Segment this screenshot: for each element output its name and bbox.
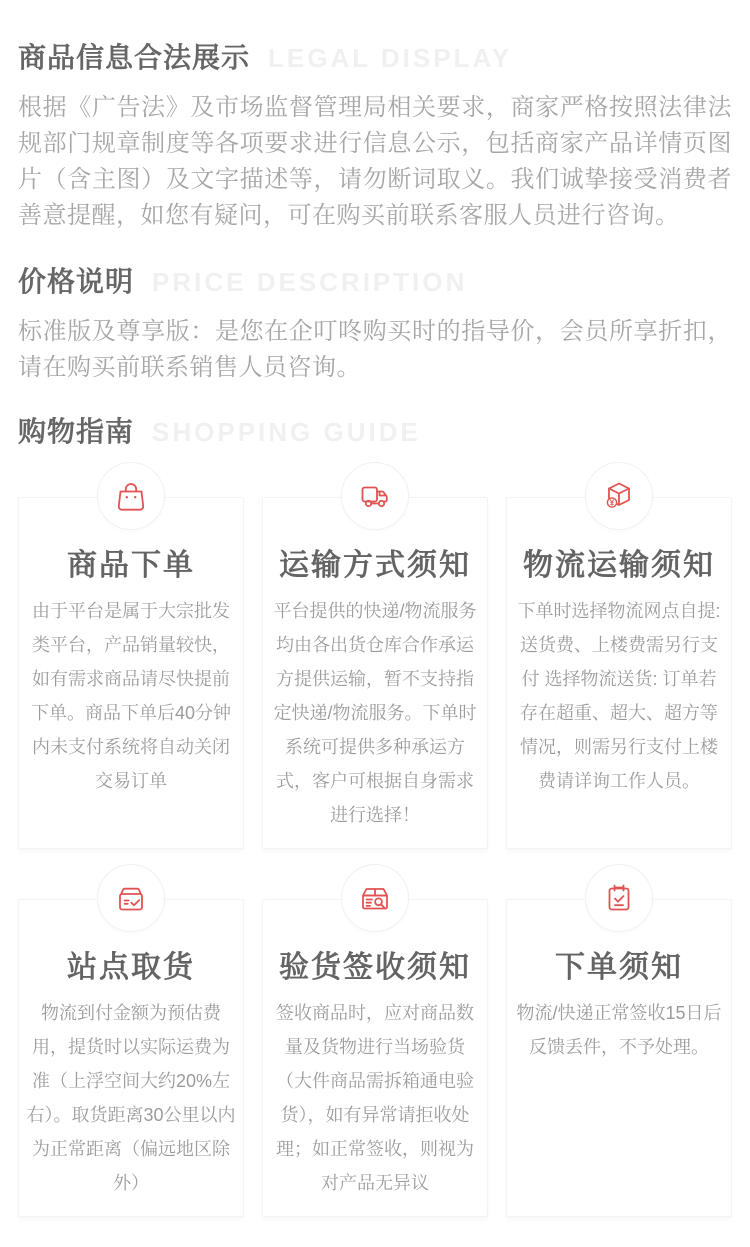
card-inspection-sign: [262, 899, 488, 1217]
card-title: 下单须知: [555, 951, 683, 984]
section-watermark: LEGAL DISPLAY: [268, 43, 513, 73]
calendar-check-icon: [585, 864, 653, 932]
section-title: 价格说明: [18, 266, 135, 297]
card-title: 站点取货: [67, 951, 195, 984]
card-title: 验货签收须知: [279, 951, 471, 984]
section-heading-legal: [18, 0, 732, 76]
shopping-guide-grid: [18, 497, 732, 1217]
card-body: 下单时选择物流网点自提: 送货费、上楼费需另行支付 选择物流送货: 订单若存在超重、超大、超方等情况，则需另行支付上楼费请详询工作人员。: [517, 601, 721, 791]
section-body-legal: 根据《广告法》及市场监督管理局相关要求，商家严格按照法律法规部门规章制度等各项要求进行信息公示，包括商家产品详情页图片（含主图）及文字描述等，请勿断词取义。我们诚挚接受消费者善意提醒，如您有疑问，可在购买前联系客服人员进行咨询。: [18, 94, 732, 229]
card-body: 平台提供的快递/物流服务均由各出货仓库合作承运方提供运输，暂不支持指定快递/物流服务。下单时系统可提供多种承运方式，客户可根据自身需求进行选择！: [273, 601, 477, 825]
section-title: 购物指南: [18, 416, 135, 447]
card-body: 签收商品时，应对商品数量及货物进行当场验货（大件商品需拆箱通电验货），如有异常请拒收处理；如正常签收，则视为对产品无异议: [276, 1003, 474, 1193]
card-shipping-method: [262, 497, 488, 849]
section-heading-price: [18, 234, 732, 300]
pickup-box-check-icon: [97, 864, 165, 932]
card-logistics-notice: [506, 497, 732, 849]
shopping-bag-icon: [97, 462, 165, 530]
card-place-order: [18, 497, 244, 849]
section-watermark: SHOPPING GUIDE: [152, 417, 421, 447]
card-site-pickup: [18, 899, 244, 1217]
card-order-notice: [506, 899, 732, 1217]
truck-icon: [341, 462, 409, 530]
card-body: 物流到付金额为预估费用，提货时以实际运费为准（上浮空间大约20%左右）。取货距离30公里以内为正常距离（偏远地区除外）: [26, 1003, 236, 1193]
card-title: 物流运输须知: [523, 549, 715, 582]
inspect-box-search-icon: [341, 864, 409, 932]
section-title: 商品信息合法展示: [18, 42, 251, 73]
svg-text:¥: ¥: [609, 498, 615, 508]
section-watermark: PRICE DESCRIPTION: [152, 267, 468, 297]
card-body: 由于平台是属于大宗批发类平台，产品销量较快，如有需求商品请尽快提前下单。商品下单后40分钟内未支付系统将自动关闭交易订单: [30, 601, 232, 791]
section-heading-guide: [18, 386, 732, 450]
card-body: 物流/快递正常签收15日后反馈丢件，不予处理。: [516, 1003, 722, 1057]
card-title: 商品下单: [67, 549, 195, 582]
section-body-price: 标准版及尊享版：是您在企叮咚购买时的指导价，会员所享折扣，请在购买前联系销售人员咨询。: [18, 318, 732, 381]
package-yuan-icon: [585, 462, 653, 530]
card-title: 运输方式须知: [279, 549, 471, 582]
